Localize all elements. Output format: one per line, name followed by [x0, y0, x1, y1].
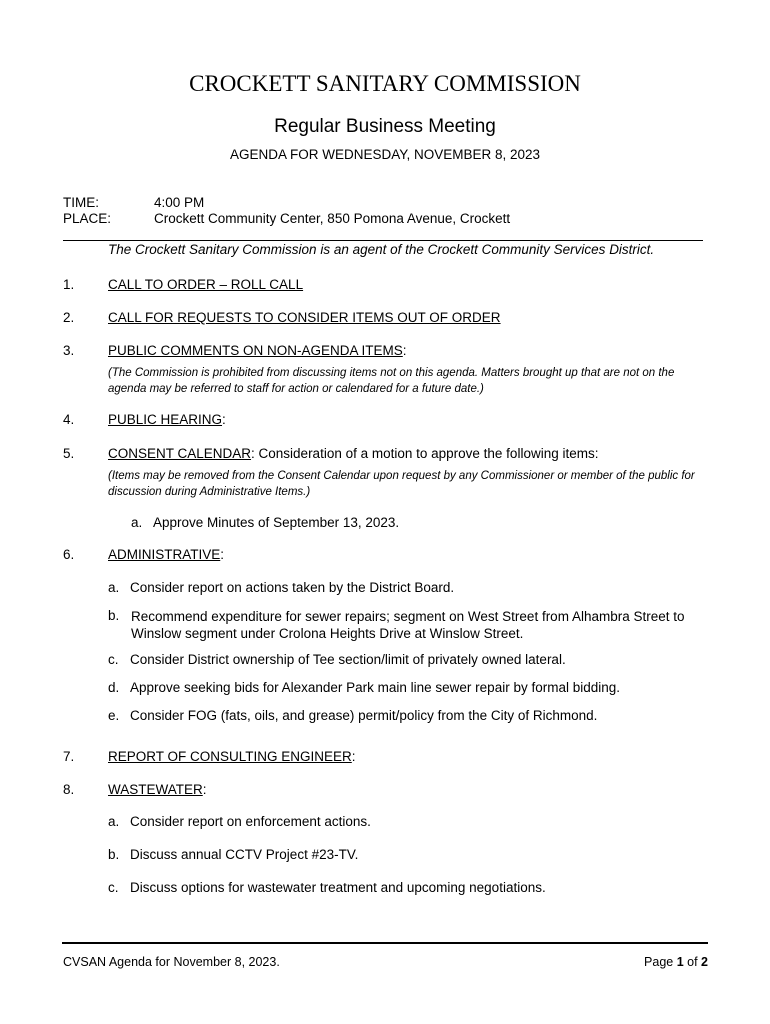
item-number: 1.	[63, 277, 75, 292]
place-label: PLACE:	[63, 211, 112, 226]
item-number: 6.	[63, 547, 75, 562]
sub-item: c. Discuss options for wastewater treatment and upcoming negotiations.	[108, 880, 546, 895]
meeting-type: Regular Business Meeting	[274, 116, 496, 137]
time-value: 4:00 PM	[154, 195, 205, 210]
time-label: TIME:	[63, 195, 99, 210]
sub-item: e. Consider FOG (fats, oils, and grease) permit/policy from the City of Richmond.	[108, 708, 598, 723]
item-number: 4.	[63, 412, 75, 427]
item-number: 8.	[63, 782, 75, 797]
sub-item: a. Consider report on actions taken by the District Board.	[108, 580, 455, 595]
item-number: 2.	[63, 310, 75, 325]
item-title-wastewater: WASTEWATER:	[108, 782, 207, 797]
header-divider	[63, 240, 703, 241]
place-value: Crockett Community Center, 850 Pomona Avenue, Crockett	[154, 211, 511, 226]
page-number: Page 1 of 2	[644, 955, 708, 969]
agenda-date: AGENDA FOR WEDNESDAY, NOVEMBER 8, 2023	[229, 147, 541, 162]
item-note-public-comments: (The Commission is prohibited from discussing items not on this agenda. Matters brought up that are not on the agenda may be referred to staff for action or calendared for a future date.)	[108, 367, 675, 395]
item-title-public-hearing: PUBLIC HEARING:	[108, 412, 226, 427]
sub-item: d. Approve seeking bids for Alexander Park main line sewer repair by formal bidding.	[108, 680, 621, 695]
item-title-public-comments: PUBLIC COMMENTS ON NON-AGENDA ITEMS:	[108, 343, 407, 358]
item-title-requests: CALL FOR REQUESTS TO CONSIDER ITEMS OUT OF ORDER	[108, 310, 501, 325]
item-number: 3.	[63, 343, 75, 358]
document-title: CROCKETT SANITARY COMMISSION	[189, 71, 581, 96]
sub-item: c. Consider District ownership of Tee section/limit of privately owned lateral.	[108, 652, 566, 667]
footer-agenda-label: CVSAN Agenda for November 8, 2023.	[63, 955, 280, 969]
item-number: 5.	[63, 446, 75, 461]
sub-item: b. Recommend expenditure for sewer repairs; segment on West Street from Alhambra Street to Winslow segment under Crolona Heights Drive at Winslow Street.	[108, 608, 685, 641]
item-number: 7.	[63, 749, 75, 764]
sub-item: a. Consider report on enforcement actions.	[108, 814, 371, 829]
item-title-consulting-engineer: REPORT OF CONSULTING ENGINEER:	[108, 749, 356, 764]
sub-item: a. Approve Minutes of September 13, 2023.	[131, 515, 400, 530]
item-title-consent-calendar: CONSENT CALENDAR: Consideration of a motion to approve the following items:	[108, 446, 599, 461]
agency-note: The Crockett Sanitary Commission is an agent of the Crockett Community Services District.	[108, 242, 655, 257]
item-title-call-to-order: CALL TO ORDER – ROLL CALL	[108, 277, 304, 292]
item-title-administrative: ADMINISTRATIVE:	[108, 547, 225, 562]
footer-divider	[62, 942, 708, 944]
item-note-consent-calendar: (Items may be removed from the Consent Calendar upon request by any Commissioner or member of the public for discussion during Administrative Items.)	[108, 470, 695, 498]
sub-item: b. Discuss annual CCTV Project #23-TV.	[108, 847, 359, 862]
